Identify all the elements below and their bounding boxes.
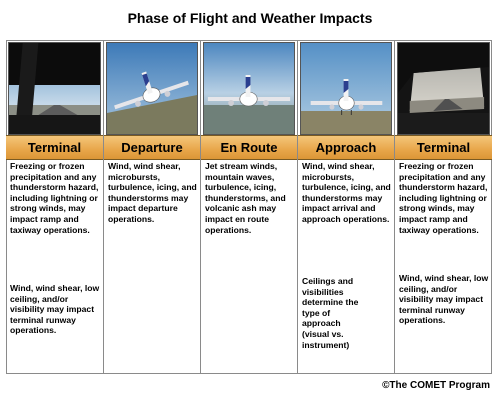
terminal-runway-impacts-text: Wind, wind shear, low ceiling, and/or visibility may impact terminal runway operations. — [10, 283, 100, 336]
terminal-end-runway-impacts-text: Wind, wind shear, low ceiling, and/or visibility may impact terminal runway operations. — [399, 273, 489, 326]
phase-column-departure — [103, 40, 200, 374]
phase-header-terminal-end: Terminal — [395, 135, 492, 160]
phase-header-terminal: Terminal — [6, 135, 103, 160]
approach-impacts-text: Wind, wind shear, microbursts, turbulence, icing, and thunderstorms may impact arrival and approach operations. — [302, 161, 391, 224]
terminal-end-ground-impacts-text: Freezing or frozen precipitation and any thunderstorm hazard, including lightning or strong winds, may impact ramp and taxiway operations. — [399, 161, 488, 235]
phase-column-approach — [297, 40, 394, 374]
departure-impacts-text: Wind, wind shear, microbursts, turbulence, icing, and thunderstorms may impact departure operations. — [108, 161, 197, 224]
approach-ceiling-visibility-text: Ceilings and visibilities determine the type of approach (visual vs. instrument) — [302, 276, 359, 350]
copyright-footer: ©The COMET Program — [382, 380, 490, 391]
terminal-ground-impacts-text: Freezing or frozen precipitation and any thunderstorm hazard, including lightning or strong winds, may impact ramp and taxiway operations. — [10, 161, 99, 235]
phase-column-en-route — [200, 40, 297, 374]
diagram-title: Phase of Flight and Weather Impacts — [127, 10, 373, 26]
approach-aircraft-photo — [300, 42, 392, 135]
cockpit-runway-photo — [8, 42, 101, 135]
phase-header-approach: Approach — [298, 135, 394, 160]
phase-header-departure: Departure — [104, 135, 200, 160]
en-route-impacts-text: Jet stream winds, mountain waves, turbulence, icing, thunderstorms, and volcanic ash may impact en route operations. — [205, 161, 286, 235]
departure-aircraft-photo — [106, 42, 198, 135]
en-route-aircraft-photo — [203, 42, 295, 135]
phase-column-terminal-end — [394, 40, 492, 374]
phase-column-terminal-start — [6, 40, 103, 374]
phase-header-en-route: En Route — [201, 135, 297, 160]
cockpit-landing-photo — [397, 42, 490, 135]
